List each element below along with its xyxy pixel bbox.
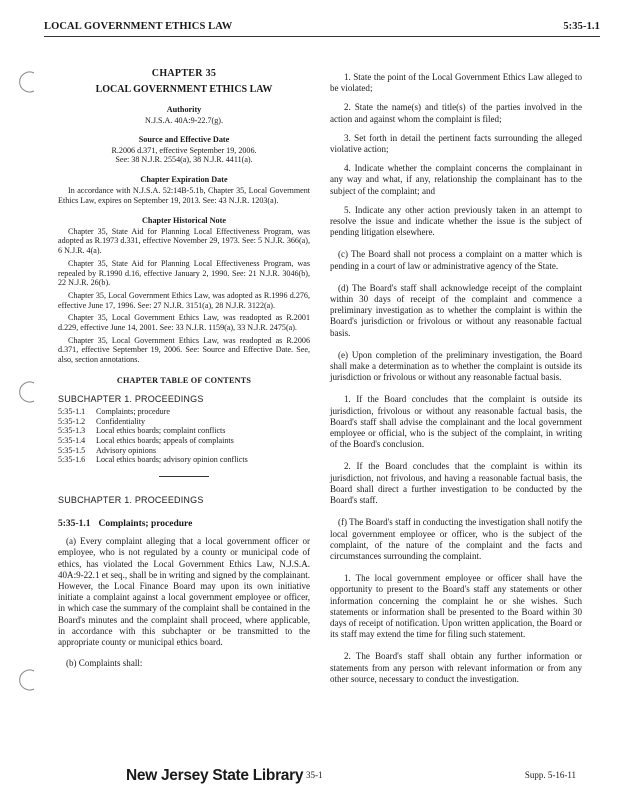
page-number: 35-1 (306, 770, 323, 780)
section-heading (58, 519, 310, 530)
toc-entry[interactable]: 5:35-1.4 Local ethics boards; appeals of complaints (58, 436, 234, 446)
header-section-number: 5:35-1.1 (563, 21, 600, 32)
header-title: LOCAL GOVERNMENT ETHICS LAW (44, 21, 233, 32)
authority-text: N.J.S.A. 40A:9-22.7(g). (144, 115, 223, 125)
history-note: Chapter 35, Local Government Ethics Law, was adopted as R.1996 d.276, effective June 17, 1996. See: 27 N.J.R. 3151(a), 28 N.J.R. 3122(a). (58, 290, 310, 310)
paragraph-a: (a) Every complaint alleging that a local government officer or employee, who is not regulated by a county or municipal code of ethics, has violated the Local Government Ethics Law, N.J.S.A. 40A:9-22.1 et seq., shall be in writing and signed by the complainant. However, the Local Finance Board may upon its own initiative initiate a complaint against a local government employee or officer, in which case the summary of the complaint shall be contained in the Board's minutes and the complaint shall proceed, where applicable, in accordance with this subchapter or be transmitted to the appropriate county or municipal ethics board. (58, 536, 311, 648)
history-heading: Chapter Historical Note (142, 215, 226, 225)
paragraph-b: (b) Complaints shall: (66, 658, 143, 669)
toc-entry[interactable]: 5:35-1.3 Local ethics boards; complaint conflicts (58, 426, 226, 436)
history-note: Chapter 35, Local Government Ethics Law, was readopted as R.2001 d.229, effective June 14, 2001. See: 33 N.J.R. 1159(a), 33 N.J.R. 2475(a). (58, 313, 310, 333)
list-item: 2. If the Board concludes that the complaint is within its jurisdiction, not frivolous, and having a reasonable factual basis, the Board shall direct a further investigation to be conducted by the Board's staff. (330, 461, 582, 506)
binder-hole-icon (18, 380, 40, 404)
paragraph-e: (e) Upon completion of the preliminary investigation, the Board shall make a determination as to whether the complaint is outside its jurisdiction or frivolous or without any reasonable factual basis. (330, 349, 582, 383)
toc-subchapter: SUBCHAPTER 1. PROCEEDINGS (58, 394, 204, 405)
toc-entry[interactable]: 5:35-1.2 Confidentiality (58, 416, 146, 426)
chapter-title: LOCAL GOVERNMENT ETHICS LAW (95, 84, 273, 96)
subchapter-heading: SUBCHAPTER 1. PROCEEDINGS (58, 494, 204, 505)
list-item: 1. If the Board concludes that the complaint is outside its jurisdiction, frivolous or without any reasonable factual basis, the Board's staff shall advise the complainant and the local government employee or official, who is the subject of the complaint, in writing of the Board's conclusion. (330, 394, 582, 450)
section-divider (159, 476, 209, 477)
section-number: 5:35-1.1 (58, 519, 91, 530)
toc-heading: CHAPTER TABLE OF CONTENTS (116, 375, 252, 385)
list-item: 5. Indicate any other action previously taken in an attempt to resolve the issue and indicate whether the issue is the subject of pending litigation elsewhere. (330, 204, 582, 238)
expiration-text: In accordance with N.J.S.A. 52:14B-5.1b, Chapter 35, Local Government Ethics Law, expires on September 19, 2013. See: 43 N.J.R. 1203(a). (58, 186, 310, 205)
source-line: See: 38 N.J.R. 2554(a), 38 N.J.R. 4411(a). (115, 155, 253, 165)
binder-hole-icon (18, 668, 40, 692)
history-note: Chapter 35, State Aid for Planning Local Effectiveness Program, was adopted as R.1973 d.331, effective November 29, 1973. See: 5 N.J.R. 366(a), 6 N.J.R. 4(a). (58, 226, 310, 256)
toc-entry[interactable]: 5:35-1.5 Advisory opinions (58, 445, 157, 455)
list-item: 2. State the name(s) and title(s) of the parties involved in the action and against whom the complaint is filed; (330, 102, 582, 124)
authority-heading: Authority (166, 105, 202, 115)
right-column (330, 72, 582, 685)
supplement-date: Supp. 5-16-11 (524, 770, 576, 780)
list-item: 3. Set forth in detail the pertinent facts surrounding the alleged violative action; (330, 132, 582, 155)
expiration-heading: Chapter Expiration Date (140, 174, 228, 184)
paragraph-f: (f) The Board's staff in conducting the investigation shall notify the local government employee or officer, who is the subject of the complaint, of the nature of the complaint and the facts and circumstances surrounding the complaint. (330, 517, 582, 561)
left-column (58, 62, 310, 669)
paragraph-c: (c) The Board shall not process a complaint on a matter which is pending in a court of law or administrative agency of the State. (330, 249, 582, 271)
history-note: Chapter 35, State Aid for Planning Local Effectiveness Program, was repealed by R.1990 d.16, effective January 2, 1990. See: 21 N.J.R. 3046(b), 22 N.J.R. 26(b). (58, 258, 310, 288)
list-item: 1. State the point of the Local Government Ethics Law alleged to be violated; (330, 72, 582, 94)
table-of-contents (58, 407, 248, 465)
history-note: Chapter 35, Local Government Ethics Law, was readopted as R.2006 d.371, effective September 19, 2006. See: Source and Effective Date. See, also, section annotations. (58, 335, 310, 365)
binder-hole-icon (18, 70, 40, 94)
paragraph-d: (d) The Board's staff shall acknowledge receipt of the complaint within 30 days of receipt of the complaint and commence a preliminary investigation as to whether the complaint is within the Board's jurisdiction or frivolous or without any reasonable factual basis. (330, 282, 582, 338)
running-header (44, 20, 600, 37)
source-line: R.2006 d.371, effective September 19, 2006. (111, 145, 257, 155)
library-stamp: New Jersey State Library (126, 767, 304, 784)
chapter-number: CHAPTER 35 (151, 68, 217, 79)
toc-entry[interactable]: 5:35-1.6 Local ethics boards; advisory opinion conflicts (58, 455, 248, 465)
section-title: Complaints; procedure (98, 519, 193, 530)
toc-entry[interactable]: 5:35-1.1 Complaints; procedure (58, 407, 170, 417)
list-item: 4. Indicate whether the complaint concerns the complainant in any way and what, if any, relationship the complainant has to the subject of the complaint; and (330, 163, 582, 196)
list-item: 1. The local government employee or officer shall have the opportunity to present to the Board's staff any statements or other information concerning the complaint he or she wishes. Such statements or information shall be presented to the Board within 30 days of receipt of notification. Upon written application, the Board or its staff may extend the time for filing such statement. (330, 573, 582, 640)
list-item: 2. The Board's staff shall obtain any further information or statements from any person with relevant information or from any other source, necessary to conduct the investigation. (330, 651, 582, 684)
source-heading: Source and Effective Date (138, 135, 230, 145)
